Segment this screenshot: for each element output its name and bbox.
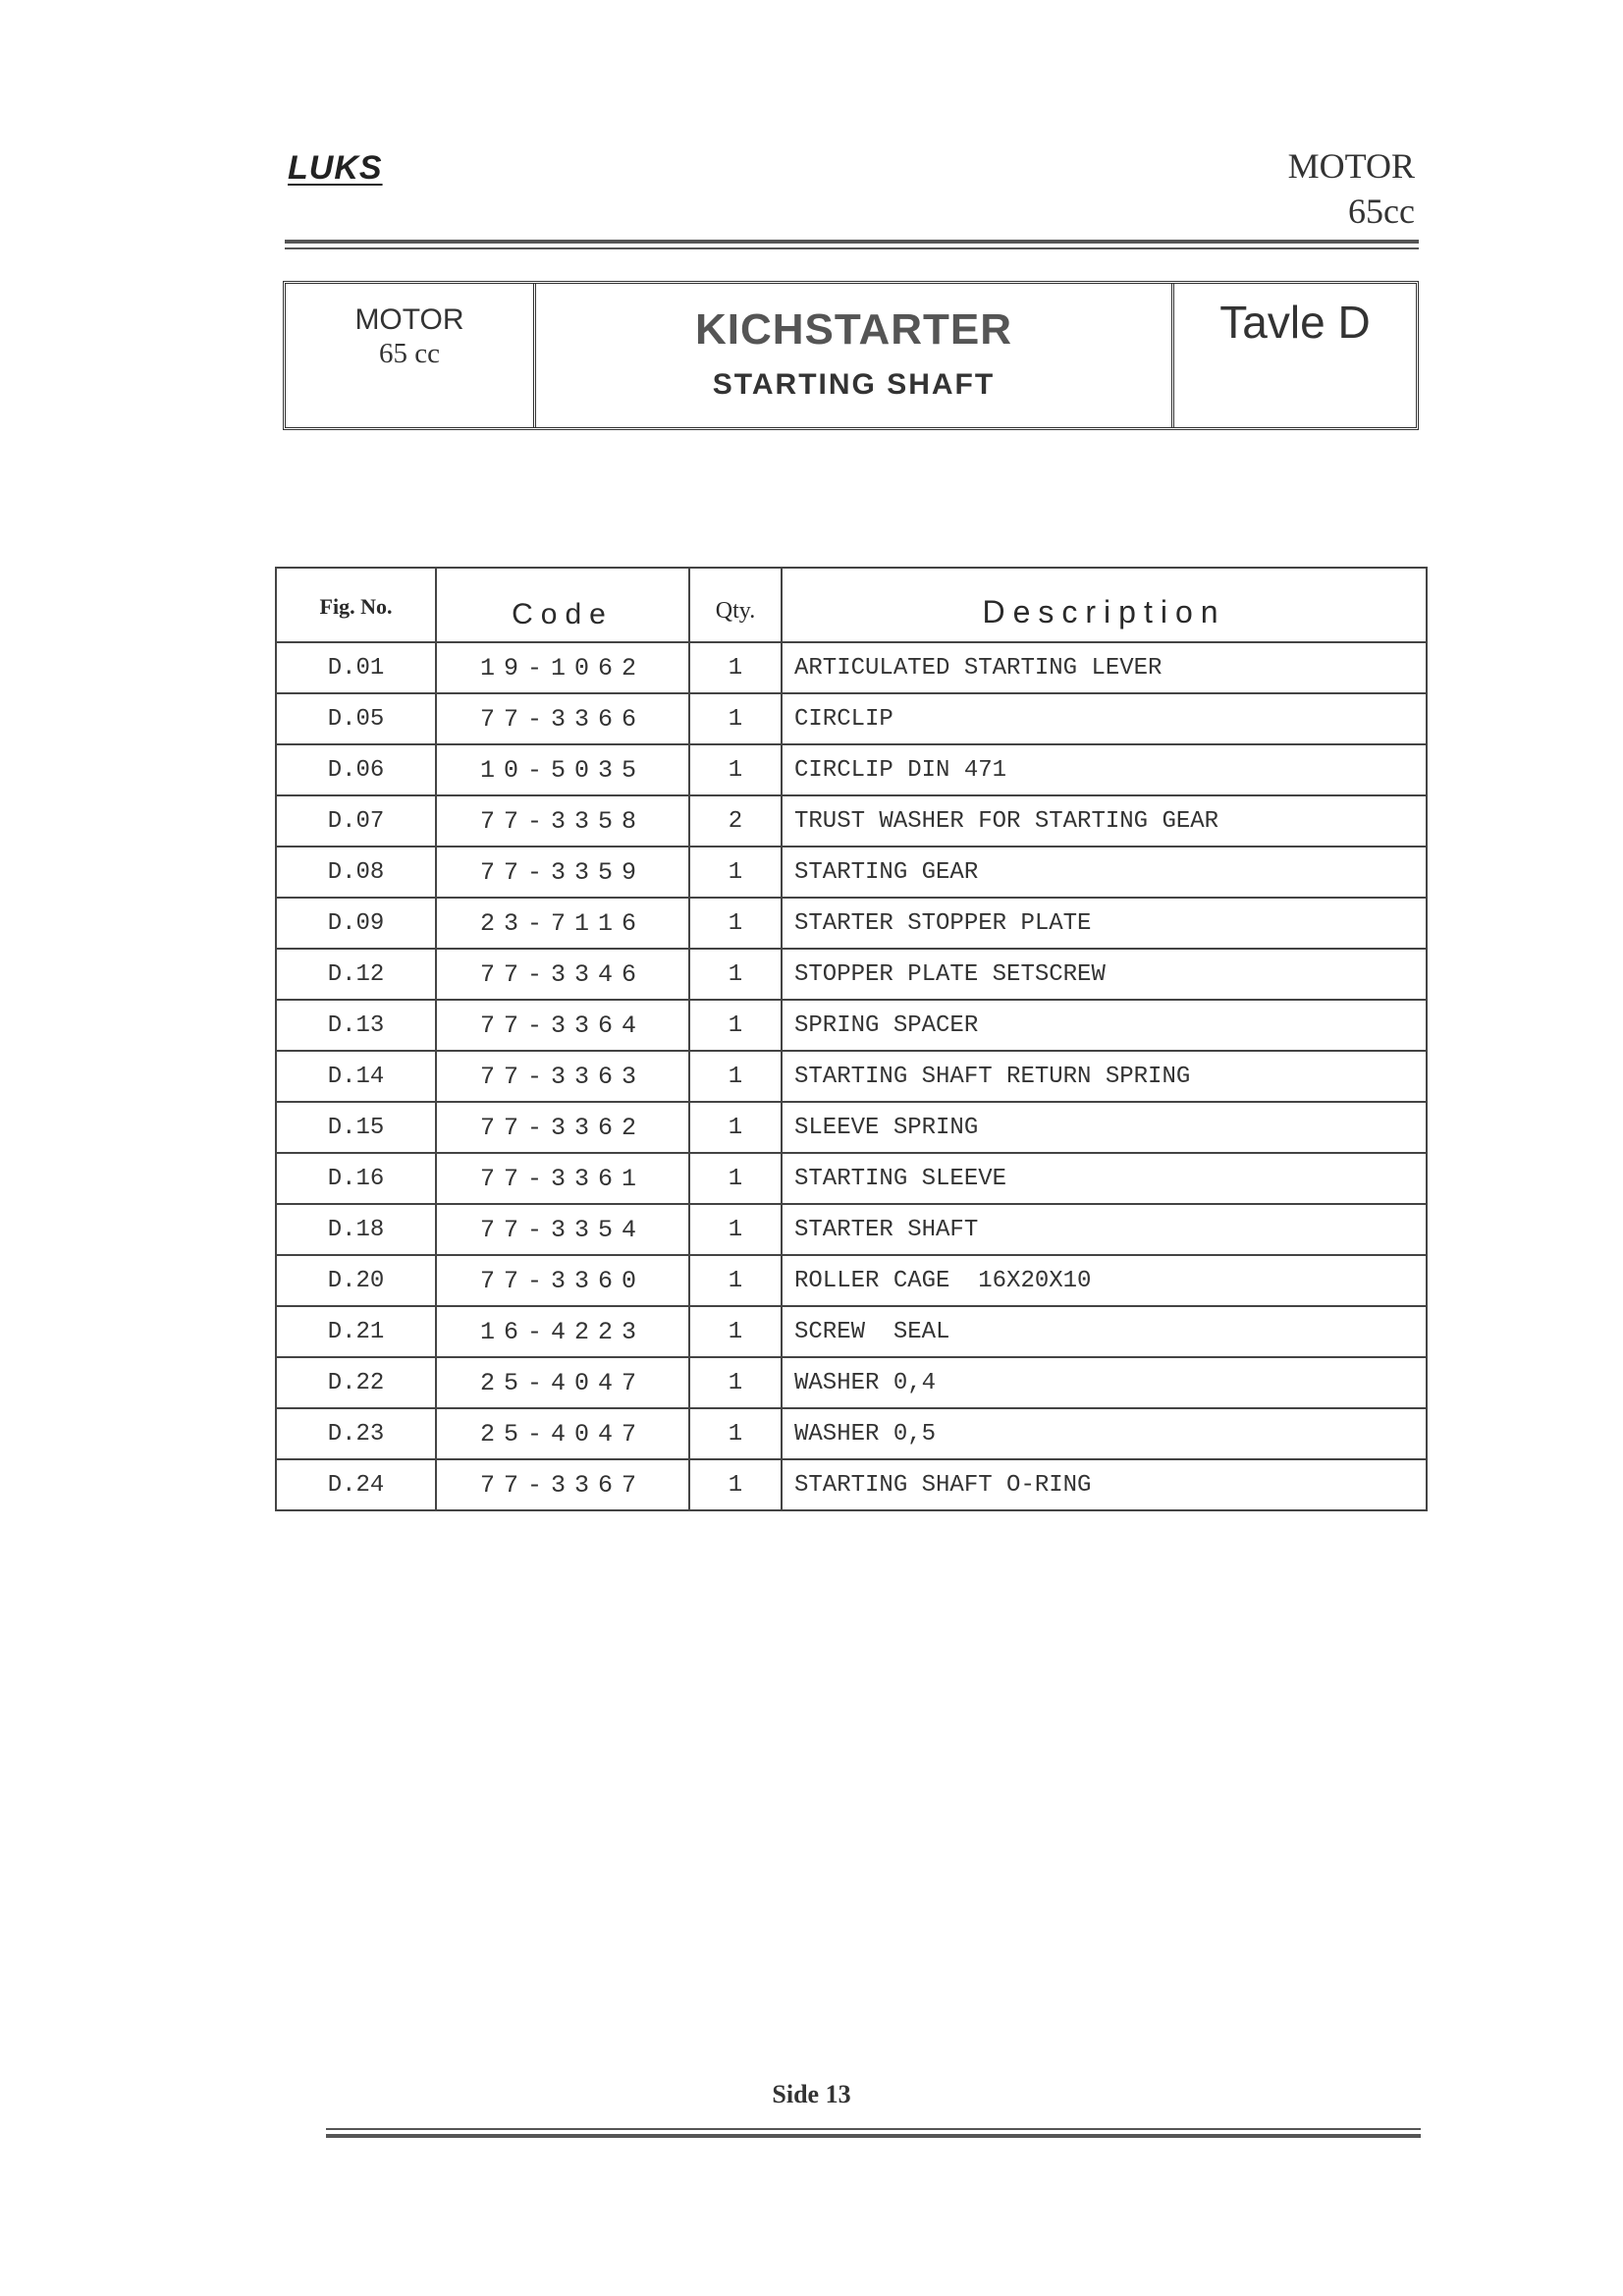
qty-cell: 1 — [689, 1051, 782, 1102]
title-box-cc: 65 cc — [379, 338, 440, 369]
column-header-fig: Fig. No. — [276, 568, 436, 642]
fig-no-cell: D.22 — [276, 1357, 436, 1408]
qty-cell: 1 — [689, 693, 782, 744]
fig-no-cell: D.09 — [276, 898, 436, 949]
section-subtitle: STARTING SHAFT — [712, 368, 996, 401]
header-cc: 65cc — [1348, 191, 1415, 231]
code-cell: 77-3363 — [436, 1051, 689, 1102]
footer-rule-thick — [326, 2134, 1421, 2138]
code-cell: 10-5035 — [436, 744, 689, 795]
code-cell: 77-3359 — [436, 847, 689, 898]
description-cell: SLEEVE SPRING — [782, 1102, 1427, 1153]
code-cell: 19-1062 — [436, 642, 689, 693]
code-cell: 25-4047 — [436, 1357, 689, 1408]
description-cell: STARTING SHAFT O-RING — [782, 1459, 1427, 1510]
table-row — [276, 795, 1427, 847]
description-cell: CIRCLIP — [782, 693, 1427, 744]
code-cell: 77-3354 — [436, 1204, 689, 1255]
description-cell: STARTING GEAR — [782, 847, 1427, 898]
table-row — [276, 1000, 1427, 1051]
fig-no-cell: D.23 — [276, 1408, 436, 1459]
table-row — [276, 1204, 1427, 1255]
code-cell: 77-3366 — [436, 693, 689, 744]
table-row — [276, 1102, 1427, 1153]
description-cell: WASHER 0,4 — [782, 1357, 1427, 1408]
table-row — [276, 898, 1427, 949]
section-title: KICHSTARTER — [694, 305, 1013, 354]
description-cell: STARTER SHAFT — [782, 1204, 1427, 1255]
table-row — [276, 1408, 1427, 1459]
column-header-code: Code — [436, 568, 689, 642]
code-cell: 77-3360 — [436, 1255, 689, 1306]
fig-no-cell: D.18 — [276, 1204, 436, 1255]
description-cell: STARTING SLEEVE — [782, 1153, 1427, 1204]
code-cell: 77-3361 — [436, 1153, 689, 1204]
fig-no-cell: D.07 — [276, 795, 436, 847]
qty-cell: 1 — [689, 898, 782, 949]
fig-no-cell: D.13 — [276, 1000, 436, 1051]
code-cell: 25-4047 — [436, 1408, 689, 1459]
code-cell: 77-3358 — [436, 795, 689, 847]
fig-no-cell: D.06 — [276, 744, 436, 795]
fig-no-cell: D.21 — [276, 1306, 436, 1357]
fig-no-cell: D.01 — [276, 642, 436, 693]
code-cell: 16-4223 — [436, 1306, 689, 1357]
fig-no-cell: D.08 — [276, 847, 436, 898]
title-box-table-cell — [1174, 284, 1416, 427]
column-header-qty: Qty. — [689, 568, 782, 642]
qty-cell: 1 — [689, 949, 782, 1000]
title-box-title-cell — [536, 284, 1174, 427]
table-row — [276, 744, 1427, 795]
parts-table-body — [276, 642, 1427, 1510]
qty-cell: 1 — [689, 1204, 782, 1255]
description-cell: ARTICULATED STARTING LEVER — [782, 642, 1427, 693]
fig-no-cell: D.14 — [276, 1051, 436, 1102]
header-motor-block — [1288, 143, 1415, 234]
table-row — [276, 642, 1427, 693]
qty-cell: 1 — [689, 1255, 782, 1306]
qty-cell: 1 — [689, 1102, 782, 1153]
column-header-description: Description — [782, 568, 1427, 642]
parts-table — [275, 567, 1428, 1511]
fig-no-cell: D.24 — [276, 1459, 436, 1510]
header-rule-thick — [285, 240, 1419, 244]
fig-no-cell: D.20 — [276, 1255, 436, 1306]
description-cell: WASHER 0,5 — [782, 1408, 1427, 1459]
fig-no-cell: D.12 — [276, 949, 436, 1000]
table-label: Tavle D — [1219, 297, 1371, 348]
qty-cell: 1 — [689, 1000, 782, 1051]
table-header-row — [276, 568, 1427, 642]
description-cell: SPRING SPACER — [782, 1000, 1427, 1051]
code-cell: 77-3367 — [436, 1459, 689, 1510]
table-row — [276, 949, 1427, 1000]
description-cell: TRUST WASHER FOR STARTING GEAR — [782, 795, 1427, 847]
title-box-motor-cell — [286, 284, 536, 427]
qty-cell: 1 — [689, 1459, 782, 1510]
table-row — [276, 1051, 1427, 1102]
qty-cell: 1 — [689, 744, 782, 795]
qty-cell: 1 — [689, 1357, 782, 1408]
table-row — [276, 1153, 1427, 1204]
page-number: Side 13 — [772, 2080, 851, 2108]
title-box — [283, 281, 1419, 430]
title-box-motor: MOTOR — [354, 303, 464, 336]
fig-no-cell: D.16 — [276, 1153, 436, 1204]
header-motor: MOTOR — [1287, 146, 1415, 186]
qty-cell: 1 — [689, 1153, 782, 1204]
description-cell: STARTER STOPPER PLATE — [782, 898, 1427, 949]
table-row — [276, 847, 1427, 898]
table-row — [276, 1255, 1427, 1306]
code-cell: 77-3362 — [436, 1102, 689, 1153]
qty-cell: 1 — [689, 642, 782, 693]
fig-no-cell: D.15 — [276, 1102, 436, 1153]
code-cell: 77-3346 — [436, 949, 689, 1000]
brand-logo: LUKS — [288, 149, 383, 187]
table-row — [276, 1357, 1427, 1408]
table-row — [276, 1459, 1427, 1510]
fig-no-cell: D.05 — [276, 693, 436, 744]
description-cell: ROLLER CAGE 16X20X10 — [782, 1255, 1427, 1306]
footer-rule-thin — [326, 2128, 1421, 2130]
table-row — [276, 693, 1427, 744]
code-cell: 77-3364 — [436, 1000, 689, 1051]
description-cell: CIRCLIP DIN 471 — [782, 744, 1427, 795]
description-cell: SCREW SEAL — [782, 1306, 1427, 1357]
qty-cell: 1 — [689, 847, 782, 898]
table-row — [276, 1306, 1427, 1357]
qty-cell: 1 — [689, 1408, 782, 1459]
qty-cell: 2 — [689, 795, 782, 847]
description-cell: STARTING SHAFT RETURN SPRING — [782, 1051, 1427, 1102]
description-cell: STOPPER PLATE SETSCREW — [782, 949, 1427, 1000]
header-rule-thin — [285, 247, 1419, 249]
qty-cell: 1 — [689, 1306, 782, 1357]
code-cell: 23-7116 — [436, 898, 689, 949]
